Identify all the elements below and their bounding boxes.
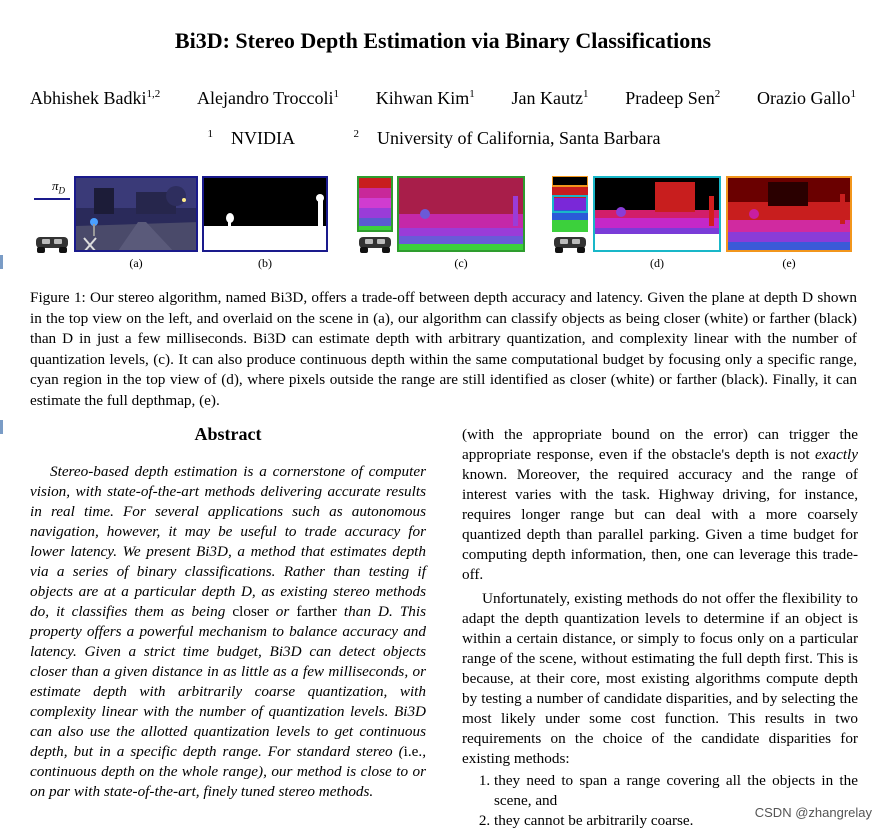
car-icon [552, 234, 588, 254]
plane-label: $\pi_D$ [52, 178, 66, 196]
affiliation-list [0, 128, 886, 149]
requirements-list [462, 771, 858, 831]
car-icon [357, 234, 393, 254]
figure-1 [0, 170, 886, 280]
range-depth-image [593, 176, 721, 252]
affiliation: $^2$ University of California, Santa Barbara [353, 128, 661, 148]
plane-line [34, 198, 70, 200]
abstract-text: Stereo-based depth estimation is a cornerstone of computer vision, with state-of-the-art methods delivering accurate results in real time. For several applications such as autonomous navigation, however, it may be useful to trade accuracy for lower latency. We present Bi3D, a method that estimates depth via a series of binary classifications. Rather than testing if objects are at a particular depth D, as existing stereo methods do, it classifies them as being closer or farther than D. This property offers a powerful mechanism to balance accuracy and latency. Given a strict time budget, Bi3D can detect objects closer than a given distance in as little as a few milliseconds, or estimate depth with arbitrarily coarse quantization, with complexity linear with the number of quantization levels. Bi3D can also use the allotted quantization levels to get continuous depth, but in a specific depth range. For standard stereo (i.e., continuous depth on the whole range), our method is close to or on par with state-of-the-art, finely tuned stereo methods. [30, 463, 427, 800]
author: Kihwan Kim$^1$ [375, 88, 475, 108]
paragraph: (with the appropriate bound on the error) can trigger the appropriate response, even if the obstacle's depth is not exactly known. Moreover, the required accuracy and the range of interest varies with the task. Highway driving, for instance, requires longer range but can deal with a more coarsely quantized depth than parallel parking. Given a time budget for computing depth information, then, one can leverage this trade-off. [462, 426, 859, 583]
subfig-label: (d) [650, 256, 664, 270]
subfig-label: (e) [782, 256, 796, 270]
author-list [0, 88, 886, 109]
affiliation: $^1$ NVIDIA [207, 128, 296, 148]
abstract-heading: Abstract [194, 424, 262, 444]
author: Abhishek Badki$^{1,2}$ [30, 88, 161, 108]
author: Alejandro Troccoli$^1$ [197, 88, 339, 108]
margin-mark [0, 420, 3, 434]
range-legend [552, 176, 588, 232]
scene-image [74, 176, 198, 252]
subfig-label: (b) [258, 256, 272, 270]
figure-caption: Figure 1: Our stereo algorithm, named Bi3D, offers a trade-off between depth accuracy and latency. Given the plane at depth D shown in the top view on the left, and overlaid on the scene in (a), our algorithm can classify objects as being closer (white) or farther (black) than D in just a few milliseconds. Bi3D can estimate depth with arbitrary quantization, and complexity linear with the number of quantization levels, (c). It can also produce continuous depth within the same computational budget by focusing only a specific range, cyan region in the top view of (d), where pixels outside the range are still identified as closer (white) or farther (black). Finally, it can estimate the full depthmap, (e). [30, 289, 857, 409]
list-item: 1. they need to span a range covering all the objects in the scene, and [494, 771, 858, 811]
intro-column [462, 425, 858, 831]
paper-title: Bi3D: Stereo Depth Estimation via Binary Classifications [174, 28, 712, 53]
paragraph: Unfortunately, existing methods do not offer the flexibility to adapt the depth quantization levels to determine if an object is within a certain distance, or simply to focus only on a particular range of the scene, without estimating the full depth first. This is because, at their core, most existing algorithms compute depth by testing a number of candidate disparities, and by selecting the most likely under some cost function. This results in two requirements on the choice of the candidate disparities for existing methods: [462, 590, 858, 767]
author: Jan Kautz$^1$ [511, 88, 589, 108]
subfig-label: (c) [454, 256, 468, 270]
list-item: 2. they cannot be arbitrarily coarse. [494, 811, 858, 831]
author: Pradeep Sen$^2$ [625, 88, 721, 108]
car-icon [34, 234, 70, 254]
watermark: CSDN @zhangrelay [754, 805, 872, 820]
quantized-depth-image [397, 176, 525, 252]
full-depthmap-image [726, 176, 852, 252]
author: Orazio Gallo$^1$ [756, 88, 856, 108]
quantization-legend [357, 176, 393, 232]
binary-mask-image [202, 176, 328, 252]
subfig-label: (a) [129, 256, 143, 270]
